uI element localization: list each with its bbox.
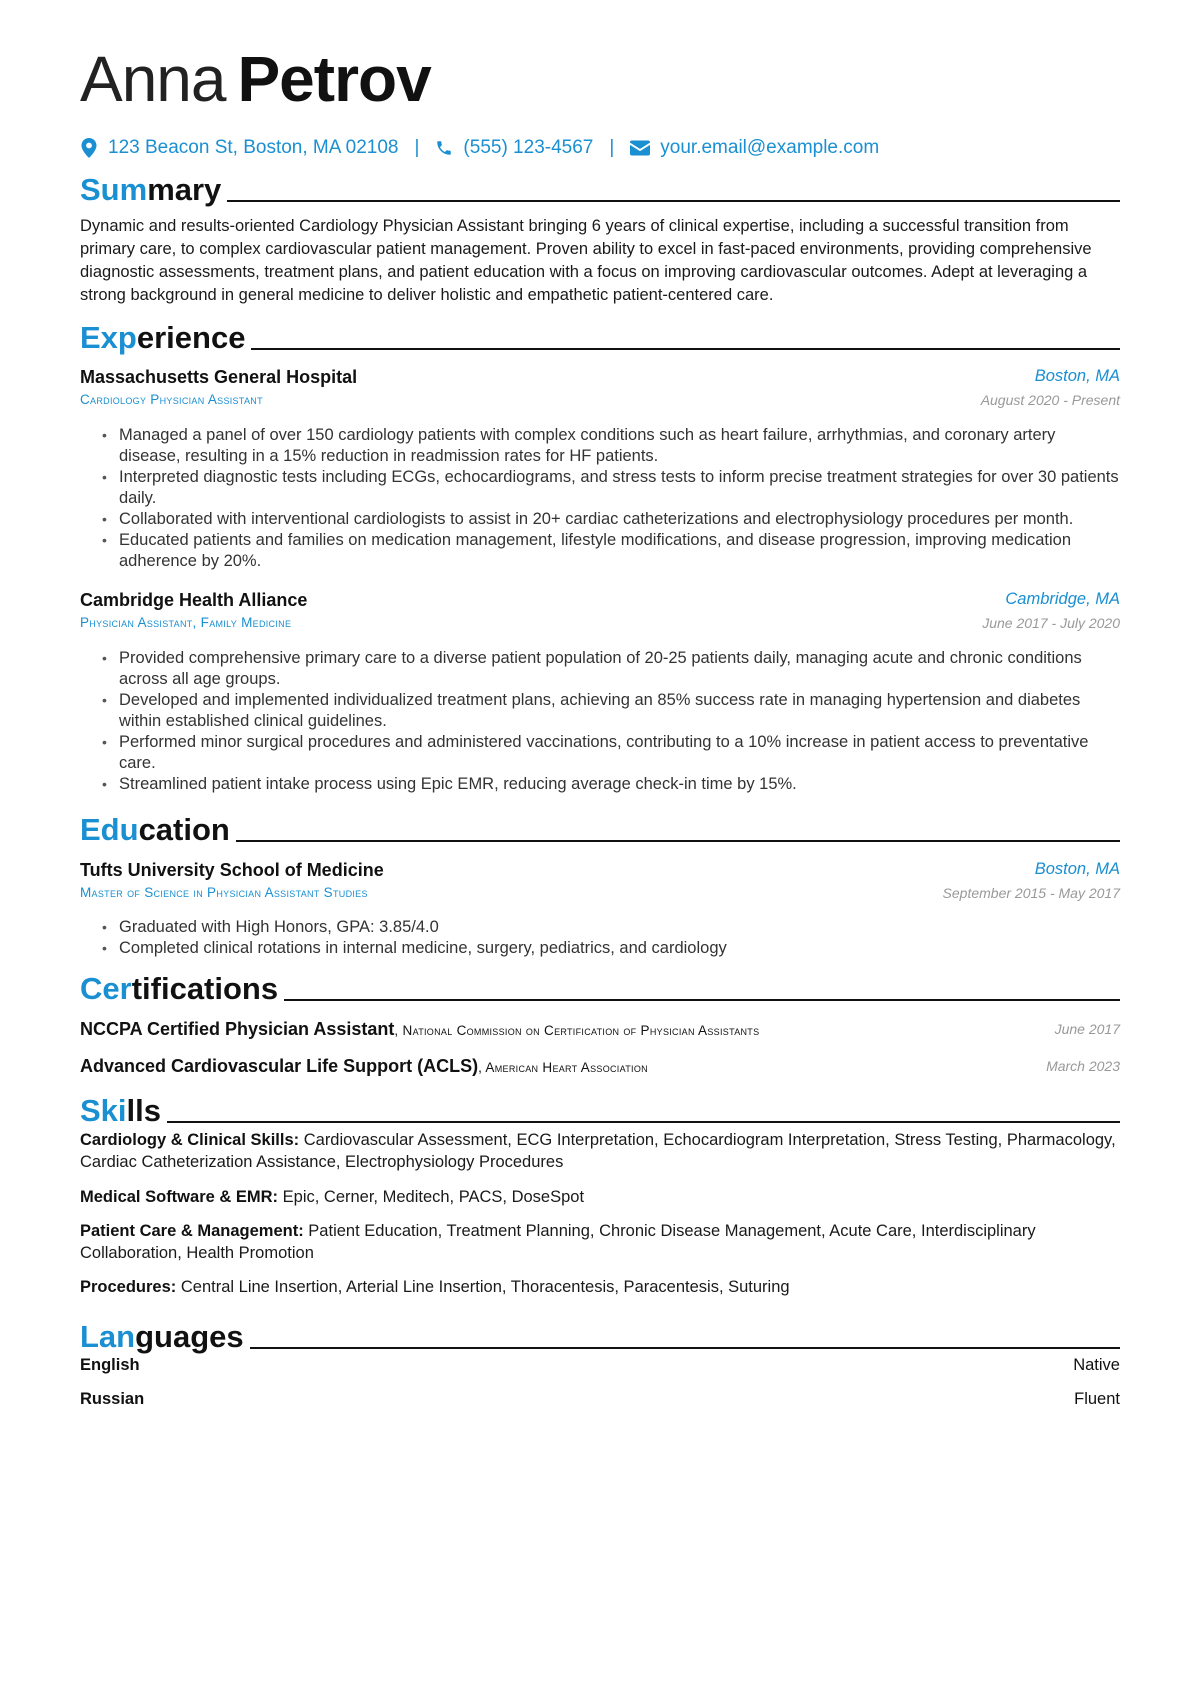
school-name: Tufts University School of Medicine	[80, 860, 384, 880]
phone-icon	[435, 138, 453, 158]
heading-rule	[284, 999, 1120, 1001]
list-item: • Interpreted diagnostic tests including ECGs, echocardiograms, and stress tests to inform precise treatment strategies for over 30 patients daily.	[102, 467, 1120, 509]
email-item[interactable]	[630, 137, 879, 159]
education-bullets	[102, 917, 1120, 959]
education-heading	[80, 805, 1120, 845]
list-item: • Managed a panel of over 150 cardiology patients with complex conditions such as heart failure, arrhythmias, and coronary artery disease, resulting in a 15% reduction in readmission rates for HF patients.	[102, 425, 1120, 467]
heading-rule	[250, 1347, 1120, 1349]
skill-group	[80, 1220, 1120, 1264]
list-item: • Provided comprehensive primary care to a diverse patient population of 20-25 patients daily, managing acute and chronic conditions across all age groups.	[102, 648, 1120, 690]
certification-name: Advanced Cardiovascular Life Support (ACLS)	[80, 1056, 479, 1076]
address-item	[80, 137, 398, 159]
contact-separator: |	[609, 137, 615, 158]
language-name: Russian	[80, 1390, 145, 1408]
skill-label: Cardiology & Clinical Skills:	[80, 1131, 300, 1149]
job-subheader	[80, 392, 1120, 412]
heading-rest: tifications	[131, 971, 279, 1006]
email-text: your.email@example.com	[660, 137, 880, 158]
language-row	[80, 1390, 1120, 1412]
phone-item[interactable]	[435, 137, 593, 159]
heading-accent: Lan	[80, 1319, 136, 1354]
language-level: Native	[1073, 1356, 1120, 1374]
last-name: Petrov	[237, 43, 431, 115]
certification-name: NCCPA Certified Physician Assistant	[80, 1019, 395, 1039]
school-location: Boston, MA	[1034, 860, 1120, 878]
skill-text: Epic, Cerner, Meditech, PACS, DoseSpot	[278, 1188, 585, 1206]
skill-label: Medical Software & EMR:	[80, 1188, 279, 1206]
certifications-heading	[80, 964, 1120, 1004]
education-dates: September 2015 - May 2017	[942, 885, 1120, 901]
heading-rest: erience	[136, 320, 246, 355]
skills-heading	[80, 1086, 1120, 1126]
list-item: • Streamlined patient intake process using Epic EMR, reducing average check-in time by 15%.	[102, 774, 1120, 795]
envelope-icon	[630, 140, 650, 156]
certification-date: June 2017	[1054, 1021, 1120, 1037]
job-header	[80, 590, 1120, 612]
list-item: • Collaborated with interventional cardiologists to assist in 20+ cardiac catheterizations and electrophysiology procedures per month.	[102, 509, 1120, 530]
heading-rest: lls	[126, 1093, 161, 1128]
heading-rule	[251, 348, 1120, 350]
job-bullets	[102, 648, 1120, 795]
candidate-name	[80, 42, 431, 122]
language-level: Fluent	[1074, 1390, 1120, 1408]
skill-group	[80, 1276, 1120, 1298]
certification-date: March 2023	[1046, 1058, 1120, 1074]
job-subheader	[80, 615, 1120, 635]
education-header	[80, 860, 1120, 882]
language-name: English	[80, 1356, 140, 1374]
education-subheader	[80, 885, 1120, 905]
certification-item	[80, 1056, 1120, 1080]
skill-text: Patient Education, Treatment Planning, Chronic Disease Management, Acute Care, Interdisciplinary Collaboration, Health Promotion	[80, 1222, 1036, 1262]
job-header	[80, 367, 1120, 389]
heading-accent: Ski	[80, 1093, 127, 1128]
heading-rest: cation	[138, 812, 230, 847]
summary-text: Dynamic and results-oriented Cardiology Physician Assistant bringing 6 years of clinical expertise, including a successful transition from primary care, to complex cardiovascular patient management. Proven ability to excel in fast-paced environments, providing comprehensive diagnostic assessments, treatment plans, and patient education with a focus on improving cardiovascular outcomes. Adept at leveraging a strong background in general medicine to deliver holistic and empathetic patient-centered care.	[80, 217, 1092, 304]
certification-item	[80, 1019, 1120, 1043]
map-pin-icon	[80, 138, 98, 158]
language-row	[80, 1356, 1120, 1378]
degree-name: Master of Science in Physician Assistant Studies	[80, 885, 368, 900]
heading-rule	[236, 840, 1120, 842]
job-dates: June 2017 - July 2020	[982, 615, 1120, 631]
heading-accent: Cer	[80, 971, 132, 1006]
skill-label: Procedures:	[80, 1278, 177, 1296]
address-text: 123 Beacon St, Boston, MA 02108	[108, 137, 399, 158]
languages-heading	[80, 1312, 1120, 1352]
job-location: Cambridge, MA	[1005, 590, 1120, 608]
skill-group	[80, 1129, 1120, 1173]
certification-issuer: , National Commission on Certification of Physician Assistants	[394, 1023, 760, 1038]
list-item: • Educated patients and families on medication management, lifestyle modifications, and disease progression, improving medication adherence by 20%.	[102, 530, 1120, 572]
job-organization: Cambridge Health Alliance	[80, 590, 308, 610]
first-name: Anna	[80, 43, 226, 115]
skill-label: Patient Care & Management:	[80, 1222, 304, 1240]
job-location: Boston, MA	[1034, 367, 1120, 385]
contact-separator: |	[414, 137, 420, 158]
skill-group	[80, 1186, 1120, 1208]
heading-accent: Sum	[80, 172, 148, 207]
heading-rest: guages	[135, 1319, 244, 1354]
skill-text: Central Line Insertion, Arterial Line Insertion, Thoracentesis, Paracentesis, Suturing	[176, 1278, 790, 1296]
job-role: Physician Assistant, Family Medicine	[80, 615, 292, 630]
list-item: • Performed minor surgical procedures and administered vaccinations, contributing to a 10% increase in patient access to preventative care.	[102, 732, 1120, 774]
heading-accent: Exp	[80, 320, 137, 355]
list-item: • Completed clinical rotations in internal medicine, surgery, pediatrics, and cardiology	[102, 938, 1120, 959]
contact-line	[80, 134, 879, 162]
list-item: • Developed and implemented individualized treatment plans, achieving an 85% success rate in managing hypertension and diabetes within established clinical guidelines.	[102, 690, 1120, 732]
certification-issuer: , American Heart Association	[478, 1060, 648, 1075]
summary-heading	[80, 165, 1120, 205]
heading-accent: Edu	[80, 812, 139, 847]
job-role: Cardiology Physician Assistant	[80, 392, 263, 407]
skill-text: Cardiovascular Assessment, ECG Interpretation, Echocardiogram Interpretation, Stress Testing, Pharmacology, Cardiac Catheterization Assistance, Electrophysiology Procedures	[80, 1131, 1116, 1171]
job-bullets	[102, 425, 1120, 572]
heading-rule	[167, 1121, 1120, 1123]
phone-text: (555) 123-4567	[463, 137, 594, 158]
job-organization: Massachusetts General Hospital	[80, 367, 358, 387]
experience-heading	[80, 313, 1120, 353]
job-dates: August 2020 - Present	[980, 392, 1120, 408]
list-item: • Graduated with High Honors, GPA: 3.85/4.0	[102, 917, 1120, 938]
heading-rest: mary	[147, 172, 222, 207]
heading-rule	[227, 200, 1120, 202]
